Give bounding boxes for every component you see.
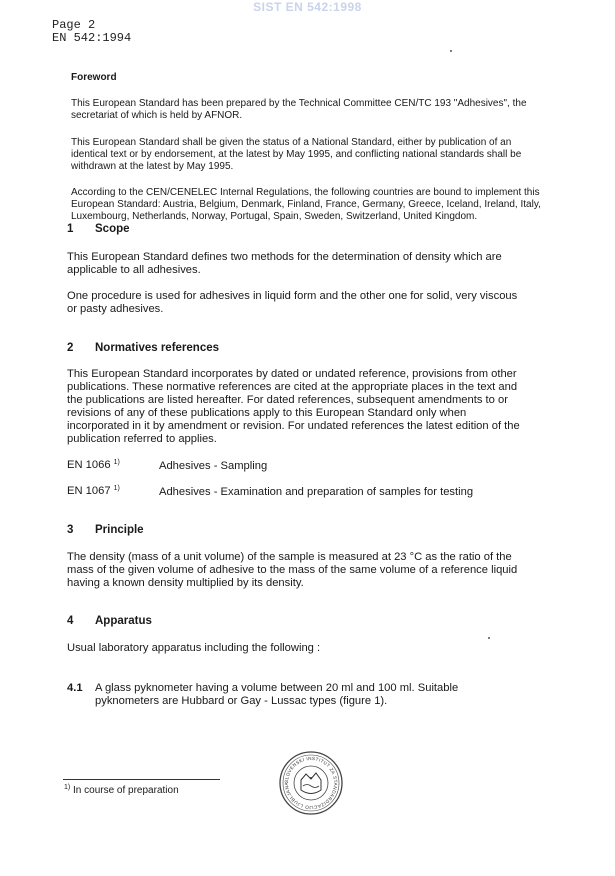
text-line: This European Standard shall be given the status of a National Standard, either by publication of an [71,137,512,148]
text-line: publication referred to applies. [67,433,217,445]
institute-seal [278,750,344,816]
page-number: Page 2 [52,18,96,32]
scan-speck [488,637,490,639]
section-number: 2 [67,342,74,354]
text-line: A glass pyknometer having a volume between 20 ml and 100 ml. Suitable [95,682,459,694]
reference-title: Adhesives - Examination and preparation of samples for testing [159,486,474,498]
item-number: 4.1 [67,682,83,694]
text-line: European Standard: Austria, Belgium, Denmark, Finland, France, Germany, Greece, Iceland, Ireland, Italy, [71,199,541,210]
footnote [64,785,179,797]
reference-code [67,485,120,498]
reference-code-text: EN 1066 [67,459,111,471]
normative-paragraph [67,368,587,446]
foreword-paragraph-2 [71,137,591,173]
section-heading-scope [67,223,130,235]
text-line: withdrawn at the latest by May 1995. [71,161,234,172]
principle-paragraph [67,551,597,590]
text-line: revisions of any of these publications apply to this European Standard only when [67,407,467,419]
scope-paragraph-1 [67,251,587,277]
text-line: mass of the given volume of adhesive to the mass of the same volume of a reference liquid [67,564,518,576]
section-heading-principle [67,524,144,536]
text-line: Luxembourg, Netherlands, Norway, Portugal, Spain, Sweden, Switzerland, United Kingdom. [71,211,478,222]
footnote-mark: 1) [113,485,120,492]
reference-code [67,459,120,472]
section-number: 1 [67,223,74,235]
scope-paragraph-2 [67,290,587,316]
page-header [52,19,131,45]
section-heading-normative-references [67,342,219,354]
reference-code-text: EN 1067 [67,485,111,497]
svg-text:SLOVENSKI INSTITUT ZA STANDARD [284,756,338,810]
text-line: The density (mass of a unit volume) of the sample is measured at 23 °C as the ratio of the [67,551,512,563]
foreword-paragraph-3 [71,187,601,223]
standard-reference: EN 542:1994 [52,31,132,45]
section-title: Scope [95,223,130,235]
apparatus-paragraph: Usual laboratory apparatus including the following : [67,642,321,654]
text-line: incorporated in it by amendment or revision. For undated references the latest edition of the [67,420,520,432]
text-line: This European Standard defines two methods for the determination of density which are [67,251,502,263]
text-line: This European Standard has been prepared by the Technical Committee CEN/TC 193 "Adhesives", the [71,98,527,109]
footnote-text: In course of preparation [73,785,179,796]
text-line: the publications are listed hereafter. For dated references, subsequent amendments to or [67,394,508,406]
text-line: or pasty adhesives. [67,303,164,315]
foreword-paragraph-1 [71,98,591,122]
text-line: having a known density multiplied by its density. [67,577,304,589]
watermark: SIST EN 542:1998 [253,0,362,14]
footnote-mark: 1) [113,459,120,466]
section-title: Principle [95,524,144,536]
section-title: Normatives references [95,342,220,354]
text-line: This European Standard incorporates by dated or undated reference, provisions from other [67,368,517,380]
text-line: One procedure is used for adhesives in liquid form and the other one for solid, very viscous [67,290,518,302]
apparatus-item-4-1 [67,682,597,708]
scan-speck [450,50,452,52]
footnote-rule [63,779,220,780]
section-heading-apparatus [67,615,152,627]
text-line: publications. These normative references are cited at the appropriate places in the text and [67,381,518,393]
reference-title: Adhesives - Sampling [159,460,268,472]
text-line: identical text or by endorsement, at the latest by May 1995, and conflicting national standards shall be [71,149,522,160]
text-line: secretariat of which is held by AFNOR. [71,110,243,121]
footnote-mark: 1) [64,784,71,791]
foreword-title: Foreword [71,72,117,83]
text-line: applicable to all adhesives. [67,264,201,276]
section-title: Apparatus [95,615,152,627]
section-number: 4 [67,615,74,627]
section-number: 3 [67,524,74,536]
seal-graphic [278,750,344,816]
seal-text: SLOVENSKI INSTITUT ZA STANDARDIZACIJO LJUBLJANA [283,755,339,811]
text-line: According to the CEN/CENELEC Internal Regulations, the following countries are bound to implement this [71,187,540,198]
text-line: pyknometers are Hubbard or Gay - Lussac types (figure 1). [95,695,388,707]
